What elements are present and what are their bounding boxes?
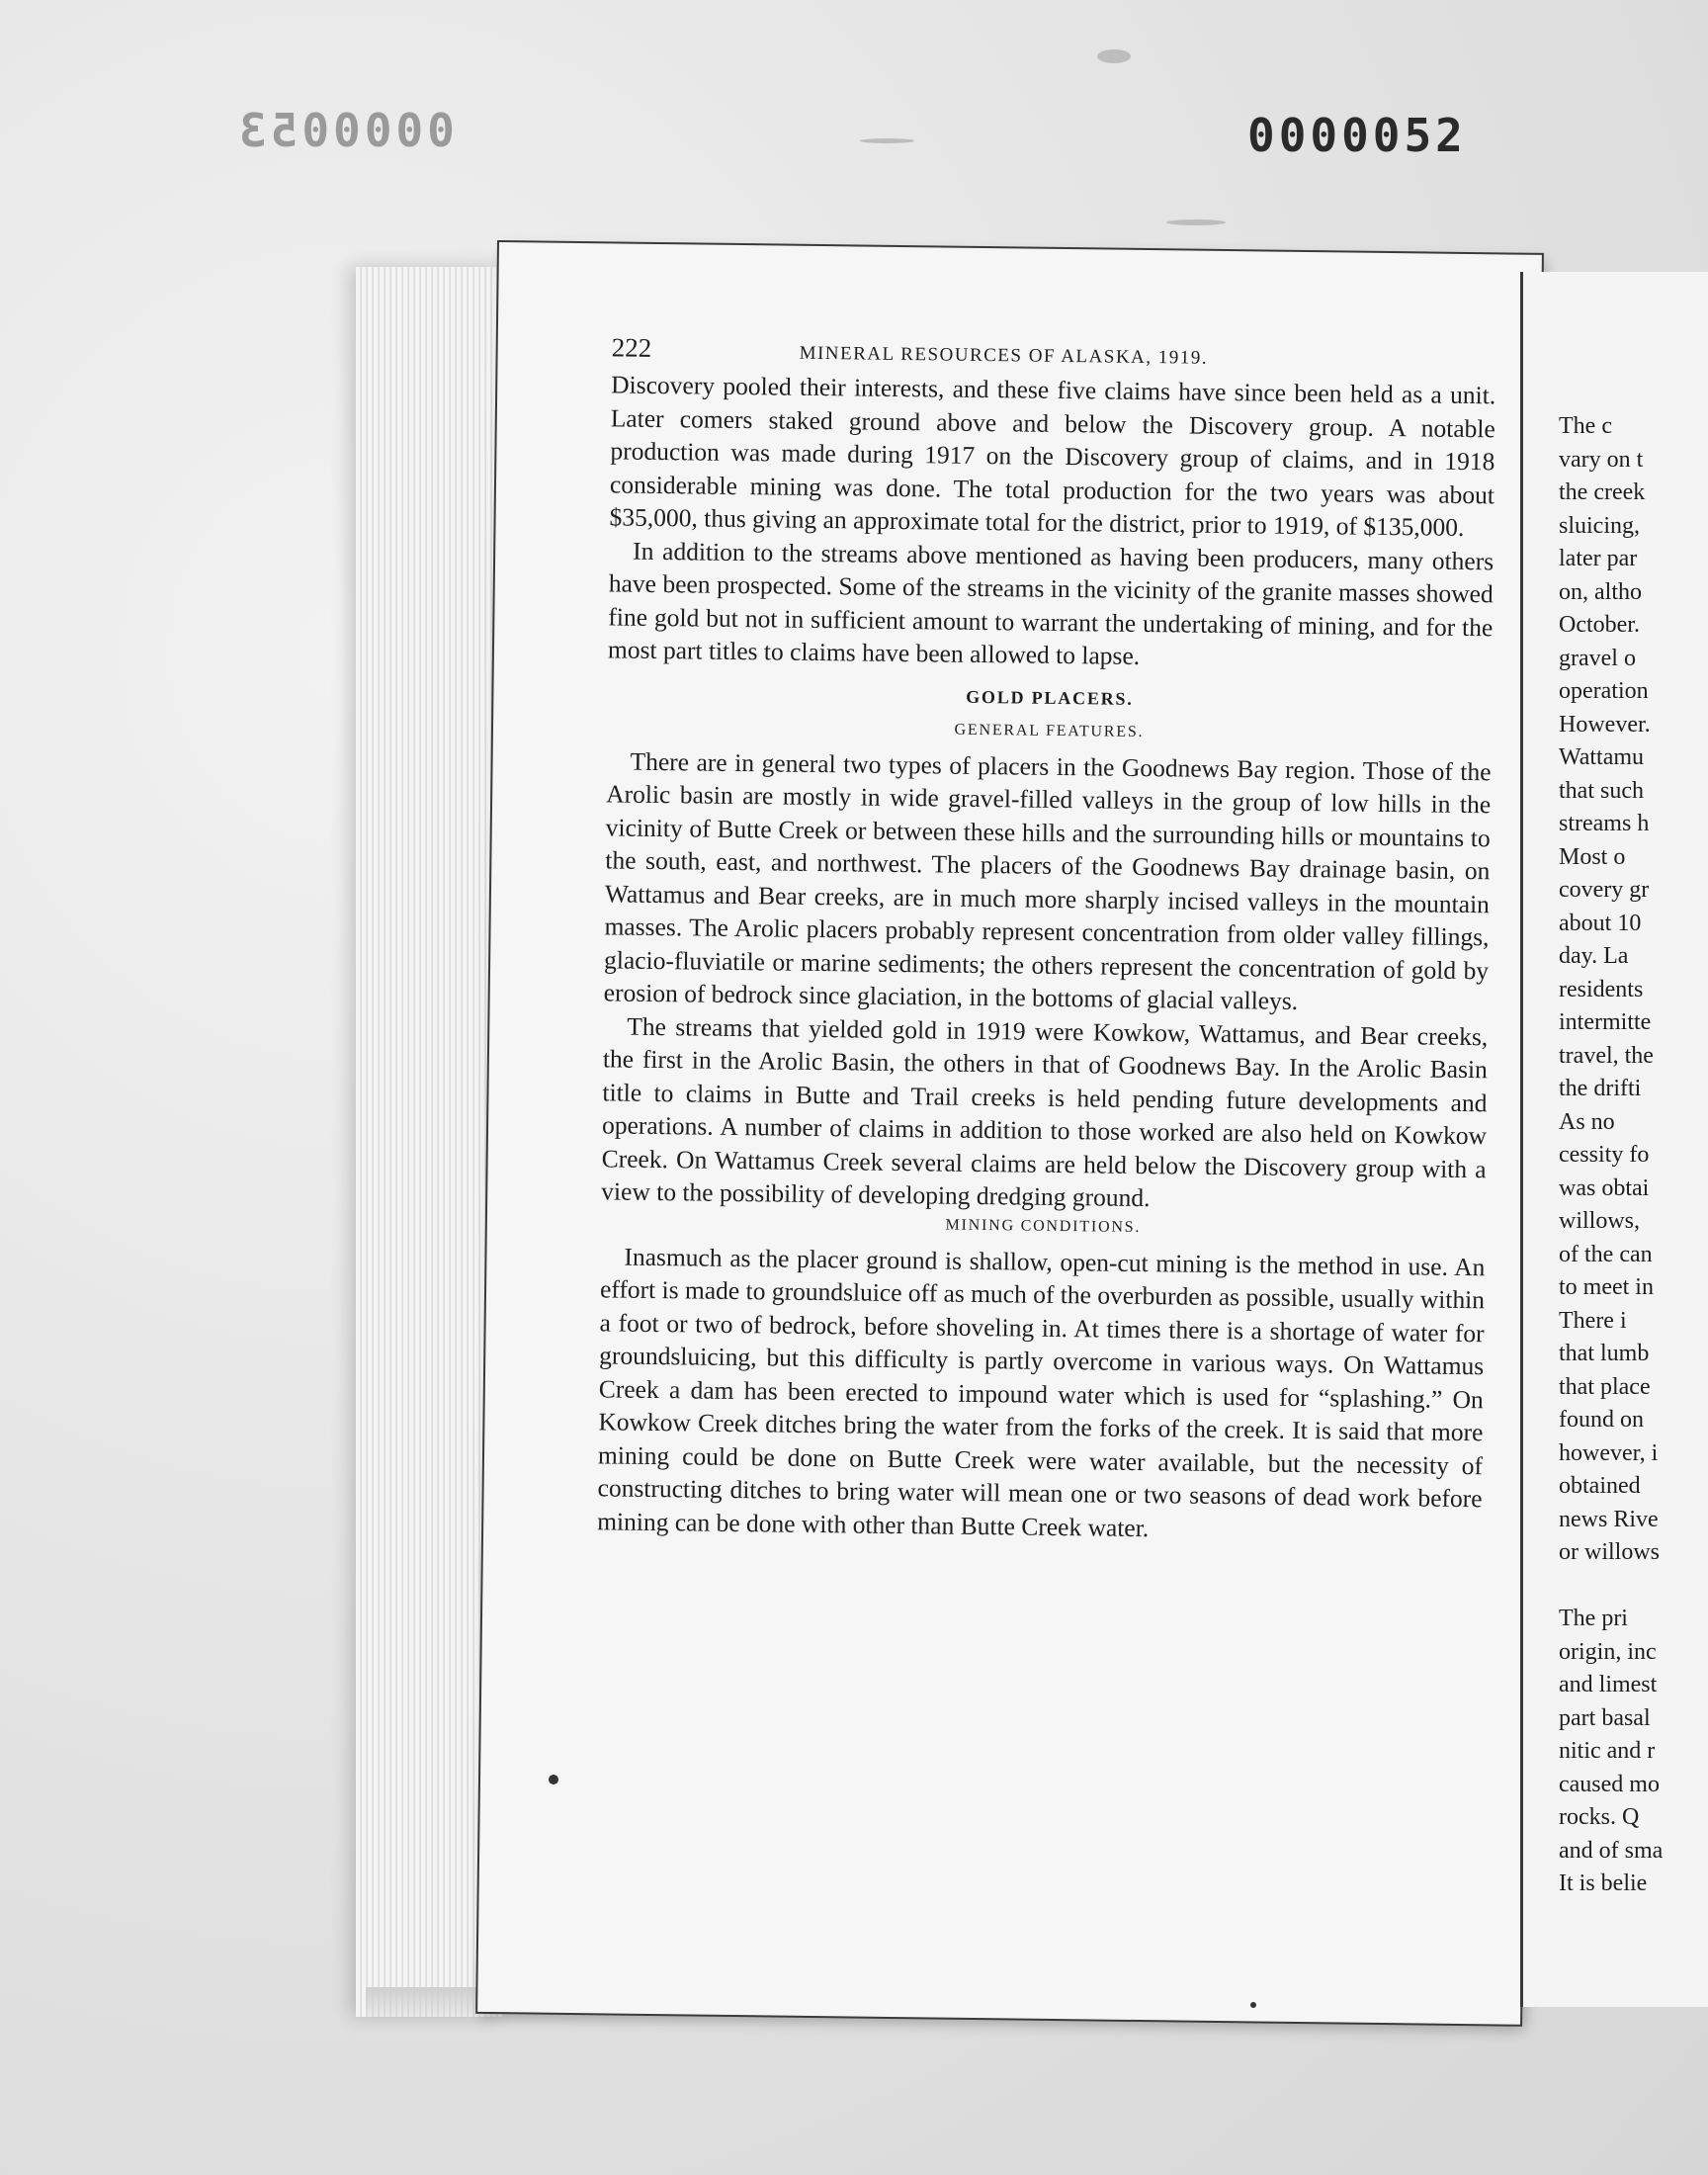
facing-line: willows,	[1559, 1208, 1641, 1234]
facing-line: and of sma	[1559, 1837, 1664, 1864]
paragraph: In addition to the streams above mentioned as having been producers, many others have been prospected. Some of the streams in the vicinity of the granite masses showed fine gold but not in sufficient amount to warrant the undertaking of mining, and for the most part titles to claims have been allowed to lapse.	[607, 536, 1494, 670]
facing-line: nitic and r	[1559, 1738, 1656, 1764]
running-title: MINERAL RESOURCES OF ALASKA, 1919.	[799, 342, 1209, 369]
facing-line: rocks. Q	[1559, 1804, 1640, 1830]
facing-line: day. La	[1559, 943, 1629, 969]
facing-line: intermitte	[1559, 1009, 1652, 1035]
facing-line: part basal	[1559, 1704, 1651, 1731]
facing-line: the creek	[1559, 479, 1646, 505]
facing-line: cessity fo	[1559, 1142, 1650, 1168]
facing-line: residents	[1559, 976, 1644, 1002]
facing-line: sluicing,	[1559, 512, 1640, 539]
paragraph: Inasmuch as the placer ground is shallow, open-cut mining is the method in use. An effort is made to groundsluice off as much of the overburden as possible, usually within a foot or two of bedrock, before shoveling in. At times there is a shortage of water for groundsluicing, but this difficulty is partly overcome in various ways. On Wattamus Creek a dam has been erected to impound water which is used for “splashing.” On Kowkow Creek ditches bring the water from the forks of the creek. It is said that more mining could be done on Butte Creek were water available, but the necessity of constructing ditches to bring water will mean one or two seasons of dead work before mining can be done with other than Butte Creek water.	[597, 1242, 1486, 1542]
facing-line: of the can	[1559, 1241, 1653, 1267]
facing-line: It is belie	[1559, 1870, 1648, 1896]
sub-heading: MINING CONDITIONS.	[945, 1216, 1142, 1236]
book-page-right-fragment	[1520, 272, 1708, 2007]
ink-dot	[1250, 2002, 1256, 2008]
book-page-left	[477, 242, 1542, 2025]
scan-smudge	[1166, 219, 1226, 225]
facing-line: The c	[1559, 413, 1612, 439]
facing-line: that place	[1559, 1373, 1651, 1400]
facing-line: that lumb	[1559, 1341, 1650, 1366]
facing-line: streams h	[1559, 811, 1650, 836]
ink-dot	[549, 1775, 558, 1784]
facing-line: that such	[1559, 777, 1644, 804]
facing-line: news Rive	[1559, 1506, 1659, 1532]
facing-line: operation	[1559, 678, 1649, 704]
facing-line: caused mo	[1559, 1771, 1660, 1797]
bates-stamp: 0000052	[1247, 109, 1467, 162]
scan-smudge	[860, 138, 914, 143]
facing-line: the drifti	[1559, 1076, 1642, 1101]
sub-heading: GENERAL FEATURES.	[954, 721, 1145, 740]
facing-line: found on	[1559, 1407, 1644, 1433]
facing-line: obtained	[1559, 1473, 1641, 1499]
facing-line: and limest	[1559, 1672, 1658, 1697]
facing-line: about 10	[1559, 910, 1642, 936]
facing-page-lines	[1559, 410, 1663, 1901]
facing-line: The pri	[1559, 1606, 1628, 1631]
facing-line: covery gr	[1559, 877, 1650, 903]
facing-line: however, i	[1559, 1439, 1659, 1466]
scan-smudge	[1097, 49, 1131, 63]
facing-line: origin, inc	[1559, 1638, 1657, 1665]
page-text-block	[597, 332, 1496, 1548]
facing-line: travel, the	[1559, 1042, 1654, 1069]
facing-line: However.	[1559, 711, 1651, 738]
facing-line: on, altho	[1559, 578, 1642, 605]
facing-line: later par	[1559, 546, 1638, 571]
facing-line: to meet in	[1559, 1274, 1654, 1300]
facing-line: Wattamu	[1559, 744, 1645, 770]
facing-line: There i	[1559, 1307, 1627, 1334]
paragraph: There are in general two types of placers in the Goodnews Bay region. Those of the Arolic basin are mostly in wide gravel-filled valleys in the group of low hills in the vicinity of Butte Creek or between these hills and the surrounding hills or mountains to the south, east, and northwest. The placers of the Goodnews Bay drainage basin, on Wattamus and Bear creeks, are in much more sharply incised valleys in the mountain masses. The Arolic placers probably represent concentration from older valley fillings, glacio-fluviatile or marine sediments; the others represent the concentration of gold by erosion of bedrock since glaciation, in the bottoms of glacial valleys.	[603, 746, 1492, 1015]
paragraph: Discovery pooled their interests, and these five claims have since been held as a unit. Later comers staked ground above and below the Discovery group. A notable production was made during 1917 on the Discovery group of claims, and in 1918 considerable mining was done. The total production for the two years was about $35,000, thus giving an approximate total for the district, prior to 1919, of $135,000.	[609, 370, 1496, 542]
section-heading: GOLD PLACERS.	[966, 686, 1134, 709]
page-number: 222	[611, 332, 652, 363]
paragraph: The streams that yielded gold in 1919 were Kowkow, Wattamus, and Bear creeks, the first in the Arolic Basin, the others in that of Goodnews Bay. In the Arolic Basin title to claims in Butte and Trail creeks is held pending future developments and operations. A number of claims in addition to those worked are also held on Kowkow Creek. On Wattamus Creek several claims are held below the Discovery group with a view to the possibility of developing dredging ground.	[601, 1011, 1489, 1213]
facing-line	[1559, 1570, 1663, 1604]
facing-line: was obtai	[1559, 1174, 1650, 1201]
bates-stamp-mirrored: 0000053	[235, 104, 455, 157]
facing-line: As no	[1559, 1108, 1615, 1135]
facing-line: vary on t	[1559, 446, 1644, 473]
facing-line: or willows	[1559, 1539, 1660, 1565]
facing-line: Most o	[1559, 843, 1626, 870]
facing-line: gravel o	[1559, 645, 1636, 671]
facing-line: October.	[1559, 612, 1640, 638]
